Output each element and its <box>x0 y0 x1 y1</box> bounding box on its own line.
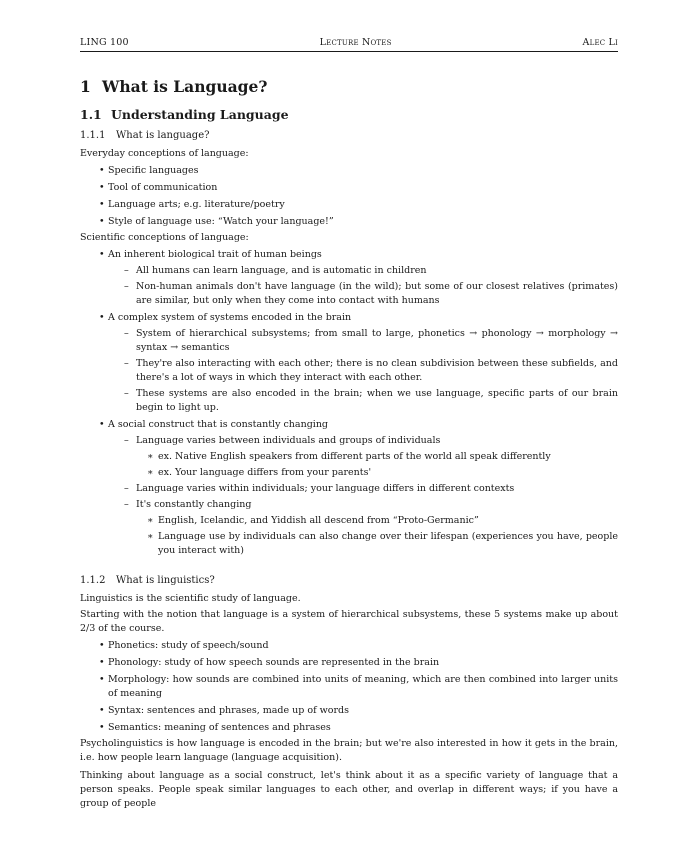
list-item-text: It's constantly changing <box>136 499 252 510</box>
subsubsection-heading-language <box>80 129 618 143</box>
list-item <box>108 311 618 415</box>
list-item: – All humans can learn language, and is automatic in children <box>136 264 618 278</box>
paragraph: Thinking about language as a social construct, let's think about it as a specific variety of language that a person speaks. People speak similar languages to each other, and overlap in different ways; if you have a group of people <box>80 770 618 809</box>
scientific-list <box>80 248 618 558</box>
list-item: – These systems are also encoded in the brain; when we use language, specific parts of our brain begin to light up. <box>136 387 618 415</box>
section-number: 1 <box>80 77 91 96</box>
header-title: Lecture Notes <box>319 37 392 48</box>
list-item: • Specific languages <box>108 164 618 178</box>
paragraph: Linguistics is the scientific study of language. <box>80 593 301 604</box>
list-item: • Morphology: how sounds are combined into units of meaning, which are then combined into larger units of meaning <box>108 673 618 701</box>
header-author: Alec Li <box>582 37 618 48</box>
list-item-text: Language varies between individuals and groups of individuals <box>136 435 441 446</box>
subsection-heading <box>80 106 618 123</box>
section-heading <box>80 77 618 97</box>
everyday-intro: Everyday conceptions of language: <box>80 148 249 159</box>
list-item <box>108 248 618 308</box>
subsection-title: Understanding Language <box>111 107 289 122</box>
paragraph: Starting with the notion that language is a system of hierarchical subsystems, these 5 systems make up about 2/3 of the course. <box>80 609 618 634</box>
header-course: LING 100 <box>80 37 129 48</box>
running-header <box>80 37 618 52</box>
list-item: • Style of language use: “Watch your language!” <box>108 215 618 229</box>
list-item: • Tool of communication <box>108 181 618 195</box>
list-item: ∗ ex. Native English speakers from different parts of the world all speak differently <box>158 450 618 464</box>
list-item: • Phonetics: study of speech/sound <box>108 639 618 653</box>
list-item <box>136 498 618 558</box>
subsubsection-title: What is language? <box>116 130 210 141</box>
everyday-list <box>80 164 618 229</box>
paragraph: Psycholinguistics is how language is encoded in the brain; but we're also interested in how it gets in the brain, i.e. how people learn language (language acquisition). <box>80 738 618 763</box>
list-item <box>108 418 618 558</box>
subsection-number: 1.1 <box>80 107 102 122</box>
nested-list <box>108 434 618 558</box>
subsubsection-heading-linguistics <box>80 574 618 588</box>
list-item: • Language arts; e.g. literature/poetry <box>108 198 618 212</box>
list-item: – They're also interacting with each other; there is no clean subdivision between these subfields, and there's a lot of ways in which they interact with each other. <box>136 357 618 385</box>
nested-list <box>136 514 618 558</box>
scientific-intro: Scientific conceptions of language: <box>80 232 249 243</box>
list-item <box>136 434 618 480</box>
section-title: What is Language? <box>102 77 268 96</box>
list-item-text: An inherent biological trait of human beings <box>108 249 322 260</box>
subsubsection-number: 1.1.1 <box>80 130 106 141</box>
list-item: ∗ English, Icelandic, and Yiddish all descend from “Proto-Germanic” <box>158 514 618 528</box>
list-item: – System of hierarchical subsystems; from small to large, phonetics → phonology → morphology → syntax → semantics <box>136 327 618 355</box>
nested-list <box>136 450 618 480</box>
nested-list <box>108 327 618 415</box>
nested-list <box>108 264 618 308</box>
list-item-text: A social construct that is constantly changing <box>108 419 329 430</box>
list-item: ∗ ex. Your language differs from your parents' <box>158 466 618 480</box>
list-item: – Non-human animals don't have language (in the wild); but some of our closest relatives (primates) are similar, but only when they come into contact with humans <box>136 280 618 308</box>
list-item: ∗ Language use by individuals can also change over their lifespan (experiences you have, people you interact with) <box>158 530 618 558</box>
list-item: • Semantics: meaning of sentences and phrases <box>108 721 618 735</box>
list-item: – Language varies within individuals; your language differs in different contexts <box>136 482 618 496</box>
list-item: • Phonology: study of how speech sounds are represented in the brain <box>108 656 618 670</box>
list-item-text: A complex system of systems encoded in the brain <box>108 312 352 323</box>
list-item: • Syntax: sentences and phrases, made up of words <box>108 704 618 718</box>
subsubsection-number: 1.1.2 <box>80 575 106 586</box>
subsubsection-title: What is linguistics? <box>116 575 215 586</box>
subsystems-list <box>80 639 618 735</box>
